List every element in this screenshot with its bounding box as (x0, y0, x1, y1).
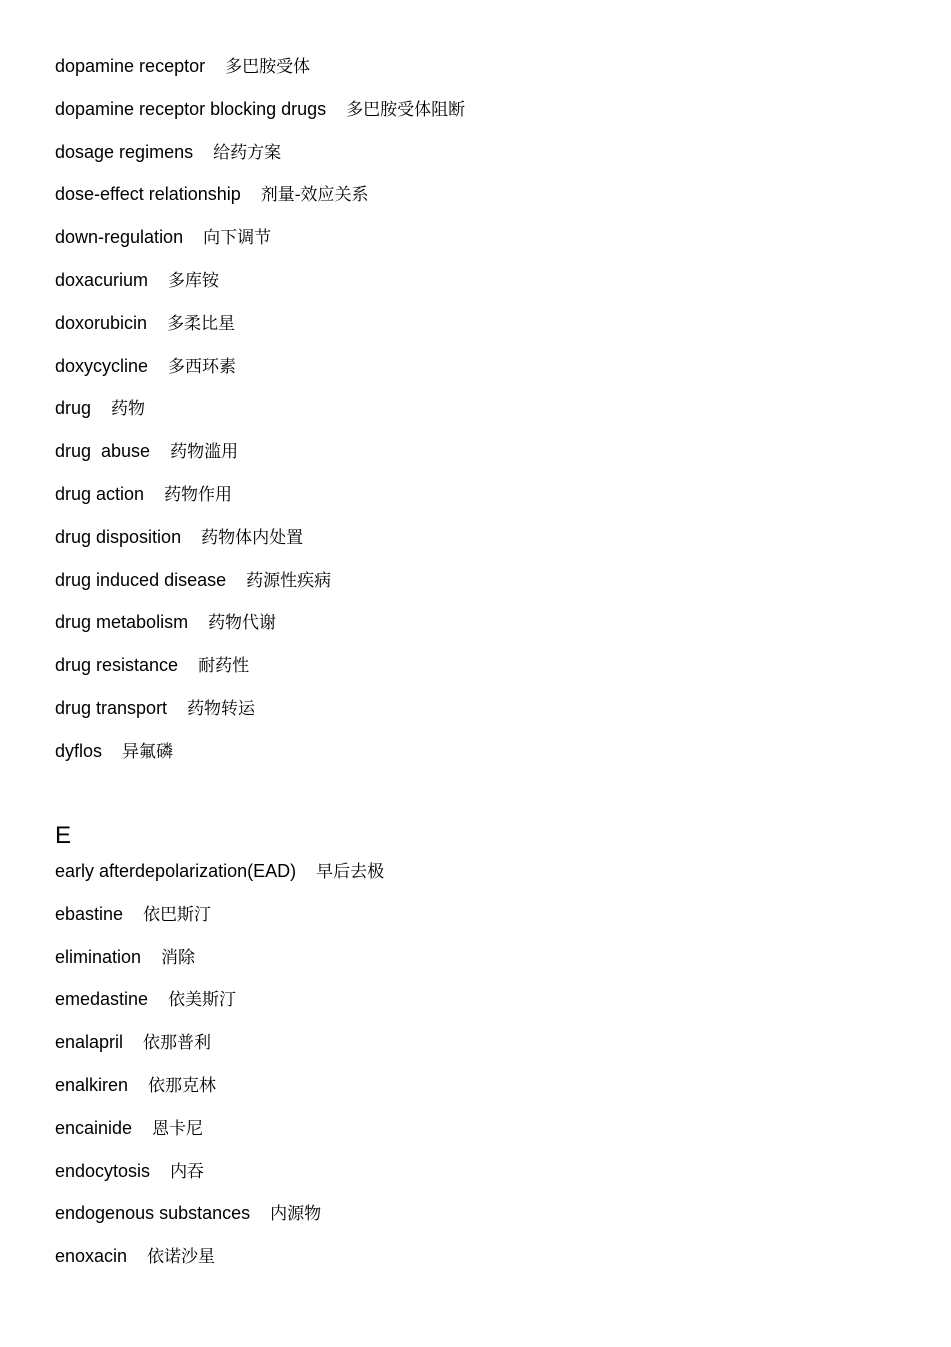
glossary-entry (55, 1158, 915, 1201)
entry-term: dopamine receptor (55, 56, 206, 76)
glossary-entry (55, 652, 915, 695)
entry-term: drug abuse (55, 441, 151, 462)
entry-translation: 药物转运 (187, 698, 256, 719)
glossary-entry (55, 53, 915, 96)
glossary-entry (55, 1029, 915, 1072)
glossary-entry (55, 609, 915, 652)
entry-term: early afterdepolarization(EAD) (55, 861, 297, 881)
glossary-entry (55, 986, 915, 1029)
glossary-entry (55, 267, 915, 310)
entry-term: encainide (55, 1117, 133, 1138)
entry-translation: 异氟磷 (122, 741, 174, 762)
section-letter-heading: E (55, 822, 72, 849)
glossary-section-d (55, 53, 915, 781)
entry-term: drug resistance (55, 655, 179, 676)
entry-translation: 多柔比星 (167, 313, 236, 334)
glossary-entry (55, 695, 915, 738)
entry-term: ebastine (55, 903, 124, 924)
glossary-entry (55, 181, 915, 224)
entry-translation: 向下调节 (203, 228, 272, 249)
entry-term: drug transport (55, 697, 168, 718)
entry-term: doxacurium (55, 269, 149, 290)
entry-translation: 药物作用 (164, 484, 233, 505)
glossary-entry (55, 858, 915, 901)
entry-term: enalkiren (55, 1074, 129, 1095)
entry-translation: 耐药性 (198, 656, 250, 677)
entry-translation: 药物滥用 (170, 442, 239, 463)
glossary-entry (55, 481, 915, 524)
entry-term: down-regulation (55, 227, 184, 248)
entry-term: drug action (55, 483, 145, 504)
entry-translation: 依那克林 (148, 1075, 217, 1096)
entry-translation: 多巴胺受体 (225, 57, 311, 77)
entry-translation: 内吞 (170, 1161, 205, 1182)
glossary-entry (55, 224, 915, 267)
entry-term: endocytosis (55, 1160, 151, 1181)
entry-term: emedastine (55, 989, 149, 1010)
entry-translation: 多西环素 (168, 356, 237, 377)
glossary-section-e (55, 818, 915, 1286)
entry-term: enoxacin (55, 1246, 128, 1267)
glossary-entry (55, 310, 915, 353)
entry-term: endogenous substances (55, 1203, 251, 1224)
entry-term: dopamine receptor blocking drugs (55, 98, 327, 119)
entry-term: dyflos (55, 740, 103, 761)
entry-term: doxorubicin (55, 312, 148, 333)
entry-translation: 依巴斯汀 (143, 904, 212, 925)
entry-translation: 药源性疾病 (246, 570, 332, 591)
entry-term: drug induced disease (55, 569, 227, 590)
glossary-entry (55, 96, 915, 139)
entry-translation: 多巴胺受体阻断 (346, 99, 466, 120)
glossary-entry (55, 139, 915, 182)
entry-term: drug disposition (55, 526, 182, 547)
entry-term: drug metabolism (55, 612, 189, 633)
entry-translation: 内源物 (270, 1204, 322, 1225)
entry-term: dose-effect relationship (55, 184, 241, 205)
glossary-entry (55, 901, 915, 944)
entry-translation: 药物代谢 (208, 613, 277, 634)
entry-translation: 依诺沙星 (147, 1247, 216, 1268)
entry-term: drug (55, 398, 92, 419)
entry-translation: 多库铵 (168, 270, 220, 291)
glossary-entry (55, 524, 915, 567)
entry-translation: 给药方案 (213, 142, 282, 163)
glossary-entry (55, 1243, 915, 1286)
entry-term: dosage regimens (55, 141, 194, 162)
entry-translation: 药物 (111, 399, 146, 420)
entry-translation: 药物体内处置 (201, 527, 304, 548)
entry-translation: 剂量-效应关系 (260, 185, 369, 206)
glossary-entry (55, 738, 915, 781)
entry-term: enalapril (55, 1032, 124, 1053)
entry-translation: 早后去极 (316, 862, 385, 882)
glossary-entry (55, 395, 915, 438)
glossary-entry (55, 567, 915, 610)
entry-translation: 恩卡尼 (152, 1118, 204, 1139)
glossary-entry (55, 353, 915, 396)
glossary-entry (55, 1115, 915, 1158)
entry-translation: 依美斯汀 (168, 990, 237, 1011)
entry-term: elimination (55, 946, 142, 967)
entry-term: doxycycline (55, 355, 149, 376)
glossary-entry (55, 944, 915, 987)
glossary-entry (55, 1072, 915, 1115)
entry-translation: 消除 (161, 947, 196, 968)
entry-translation: 依那普利 (143, 1033, 212, 1054)
glossary-entry (55, 1200, 915, 1243)
glossary-entry (55, 438, 915, 481)
